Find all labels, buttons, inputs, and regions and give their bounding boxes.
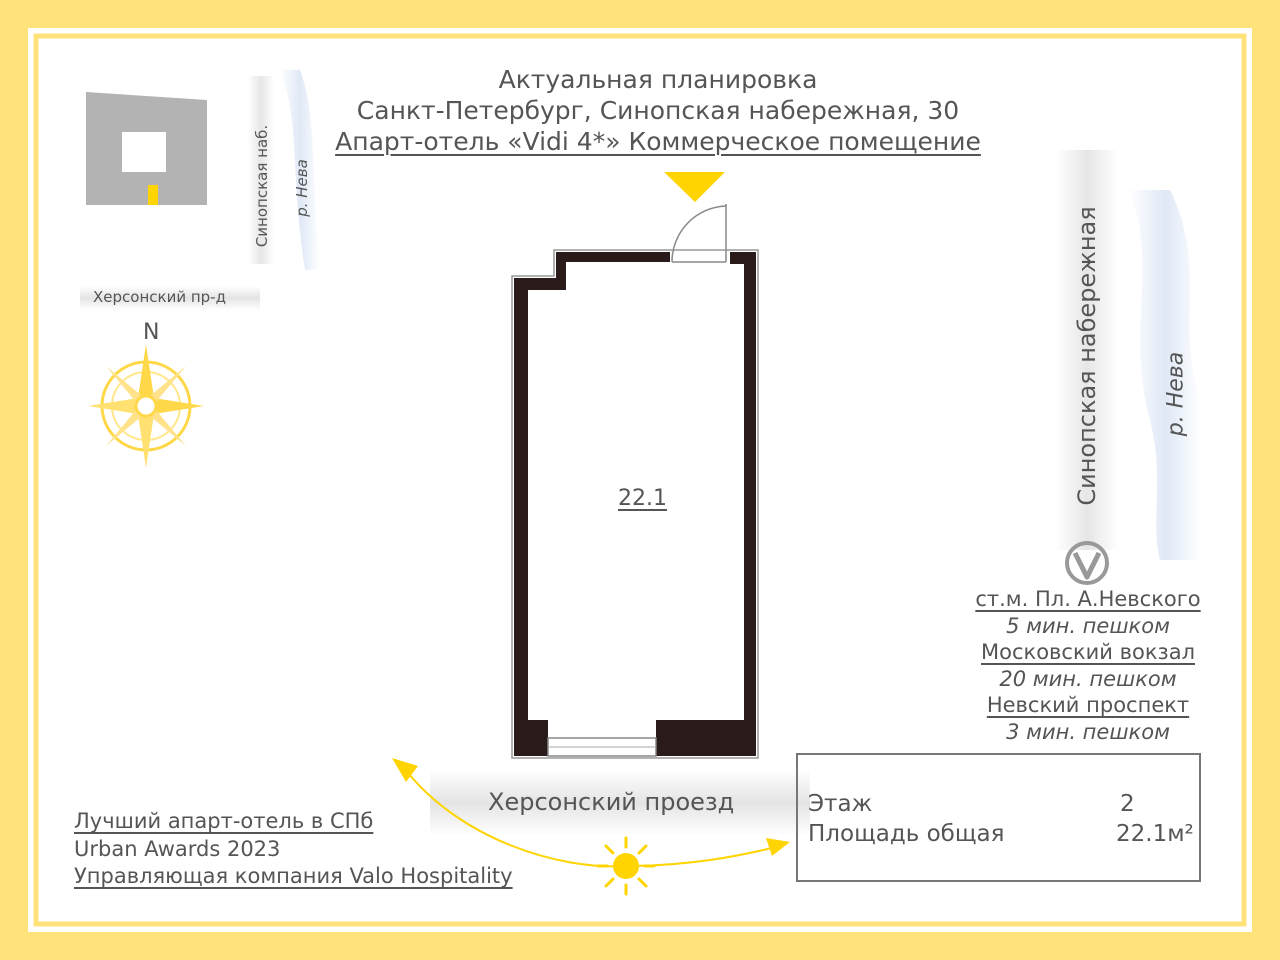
header-address: Санкт-Петербург, Синопская набережная, 30 (356, 96, 960, 125)
mini-map-street-vertical: Синопская наб. (253, 124, 271, 248)
award-line2: Urban Awards 2023 (74, 836, 281, 861)
info-box (796, 753, 1201, 882)
award-line1: Лучший апарт-отель в СПб (74, 809, 374, 833)
award-line3: Управляющая компания Valo Hospitality (74, 864, 513, 888)
metro-time: 5 мин. пешком (1006, 613, 1170, 638)
compass-north-label: N (143, 320, 160, 345)
station2-name: Московский вокзал (981, 640, 1195, 664)
transport-info (940, 586, 1236, 745)
mini-map-river: р. Нева (293, 159, 311, 217)
awards-block (74, 808, 513, 891)
area-label: Площадь общая (808, 821, 1005, 847)
room-area-label: 22.1 (618, 486, 667, 511)
bottom-street-label: Херсонский проезд (488, 788, 735, 816)
right-river-label: р. Нева (1163, 351, 1189, 437)
station3-time: 3 мин. пешком (1006, 719, 1170, 744)
metro-station: ст.м. Пл. А.Невского (975, 587, 1201, 611)
plan-header (300, 64, 1016, 157)
station2-time: 20 мин. пешком (999, 666, 1177, 691)
floor-label: Этаж (808, 791, 873, 817)
station3-name: Невский проспект (986, 693, 1190, 717)
sun-icon (598, 838, 654, 894)
floor-value: 2 (1120, 791, 1135, 817)
mini-map-street-horizontal: Херсонский пр-д (93, 288, 226, 306)
header-title: Актуальная планировка (498, 65, 818, 94)
header-property: Апарт-отель «Vidi 4*» Коммерческое помещение (335, 127, 981, 156)
area-value: 22.1м² (1116, 821, 1194, 847)
right-street-label: Синопская набережная (1073, 206, 1101, 506)
